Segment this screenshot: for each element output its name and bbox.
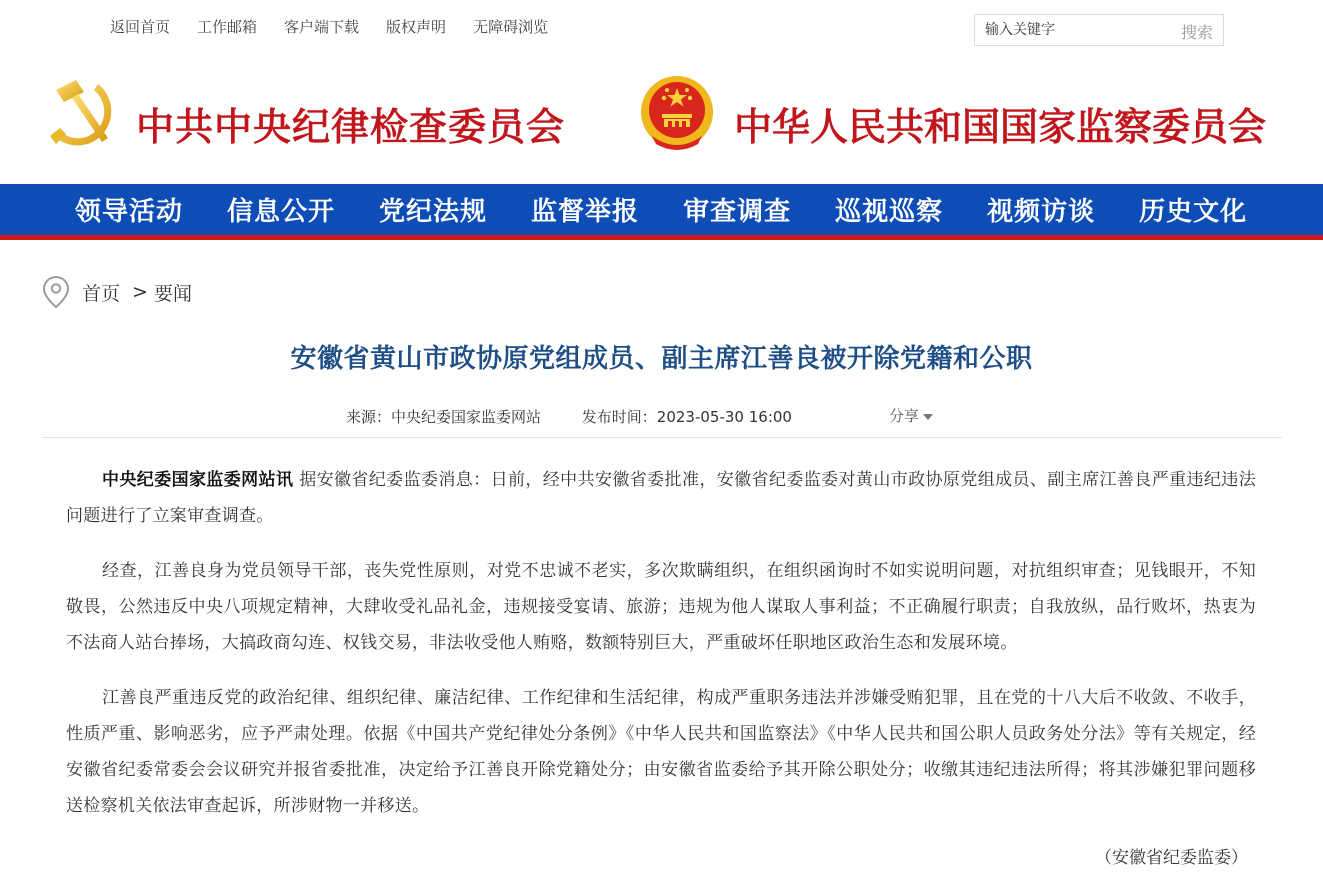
main-nav (0, 184, 1323, 235)
nav-item-leadership[interactable]: 领导活动 (75, 197, 184, 227)
nav-item-inspection[interactable]: 巡视巡察 (835, 197, 944, 227)
footer-source: （安徽省纪委监委） (1095, 848, 1248, 868)
search-box (974, 14, 1224, 46)
lead-text: 据安徽省纪委监委消息：日前，经中共安徽省委批准，安徽省纪委监委对黄山市政协原党组成员、副主席江善良严重违纪违法问题进行了立案审查调查。 (66, 470, 1256, 526)
link-client-download[interactable]: 客户端下载 (284, 18, 360, 36)
nav-red-stripe (0, 235, 1323, 240)
nav-item-information[interactable]: 信息公开 (227, 197, 336, 227)
divider (42, 437, 1282, 438)
breadcrumb-separator: > (132, 281, 148, 303)
nav-item-regulations[interactable]: 党纪法规 (379, 197, 488, 227)
location-pin-icon (42, 275, 70, 309)
paragraph-3: 江善良严重违反党的政治纪律、组织纪律、廉洁纪律、工作纪律和生活纪律，构成严重职务违法并涉嫌受贿犯罪，且在党的十八大后不收敛、不收手，性质严重、影响恶劣，应予严肃处理。依据《中国共产党纪律处分条例》《中华人民共和国监察法》《中华人民共和国公职人员政务处分法》等有关规定，经安徽省纪委常委会会议研究并报省委批准，决定给予江善良开除党籍处分；由安徽省监委给予其开除公职处分；收缴其违纪违法所得；将其涉嫌犯罪问题移送检察机关依法审查起诉，所涉财物一并移送。 (66, 688, 1256, 816)
paragraph-lead (66, 462, 1256, 534)
link-home[interactable]: 返回首页 (110, 18, 171, 36)
nav-item-video[interactable]: 视频访谈 (987, 197, 1096, 227)
top-links (110, 16, 575, 37)
article-meta (346, 406, 828, 427)
article-source: 来源：中央纪委国家监委网站 (346, 408, 542, 426)
nav-item-supervision[interactable]: 监督举报 (531, 197, 640, 227)
share-button[interactable] (889, 405, 933, 426)
link-work-email[interactable]: 工作邮箱 (197, 18, 258, 36)
breadcrumb (42, 274, 192, 310)
paragraph-2: 经查，江善良身为党员领导干部，丧失党性原则，对党不忠诚不老实，多次欺瞒组织，在组织函询时不如实说明问题，对抗组织审查；见钱眼开，不知敬畏，公然违反中央八项规定精神，大肆收受礼品礼金，违规接受宴请、旅游；违规为他人谋取人事利益；不正确履行职责；自我放纵，品行败坏，热衷为不法商人站台捧场，大搞政商勾连、权钱交易，非法收受他人贿赂，数额特别巨大，严重破坏任职地区政治生态和发展环境。 (66, 561, 1256, 653)
national-emblem-icon (638, 74, 716, 154)
breadcrumb-current[interactable]: 要闻 (153, 282, 192, 305)
article-body (66, 462, 1256, 843)
article-title: 安徽省黄山市政协原党组成员、副主席江善良被开除党籍和公职 (290, 344, 1033, 374)
link-copyright[interactable]: 版权声明 (386, 18, 447, 36)
breadcrumb-home[interactable]: 首页 (82, 282, 121, 305)
top-bar (0, 0, 1323, 55)
nsc-title: 中华人民共和国国家监察委员会 (734, 104, 1267, 149)
lead-bold: 中央纪委国家监委网站讯 (102, 470, 294, 490)
chevron-down-icon (923, 414, 933, 420)
cpc-ccdi-title: 中共中央纪律检查委员会 (136, 104, 566, 149)
link-accessibility[interactable]: 无障碍浏览 (473, 18, 549, 36)
party-emblem-icon (46, 76, 118, 150)
nav-item-history[interactable]: 历史文化 (1139, 197, 1248, 227)
search-button[interactable]: 搜索 (1180, 23, 1213, 42)
search-input[interactable] (985, 20, 1165, 40)
share-label: 分享 (889, 407, 920, 425)
article-time: 发布时间：2023-05-30 16:00 (581, 408, 792, 426)
nav-item-investigation[interactable]: 审查调查 (683, 197, 792, 227)
